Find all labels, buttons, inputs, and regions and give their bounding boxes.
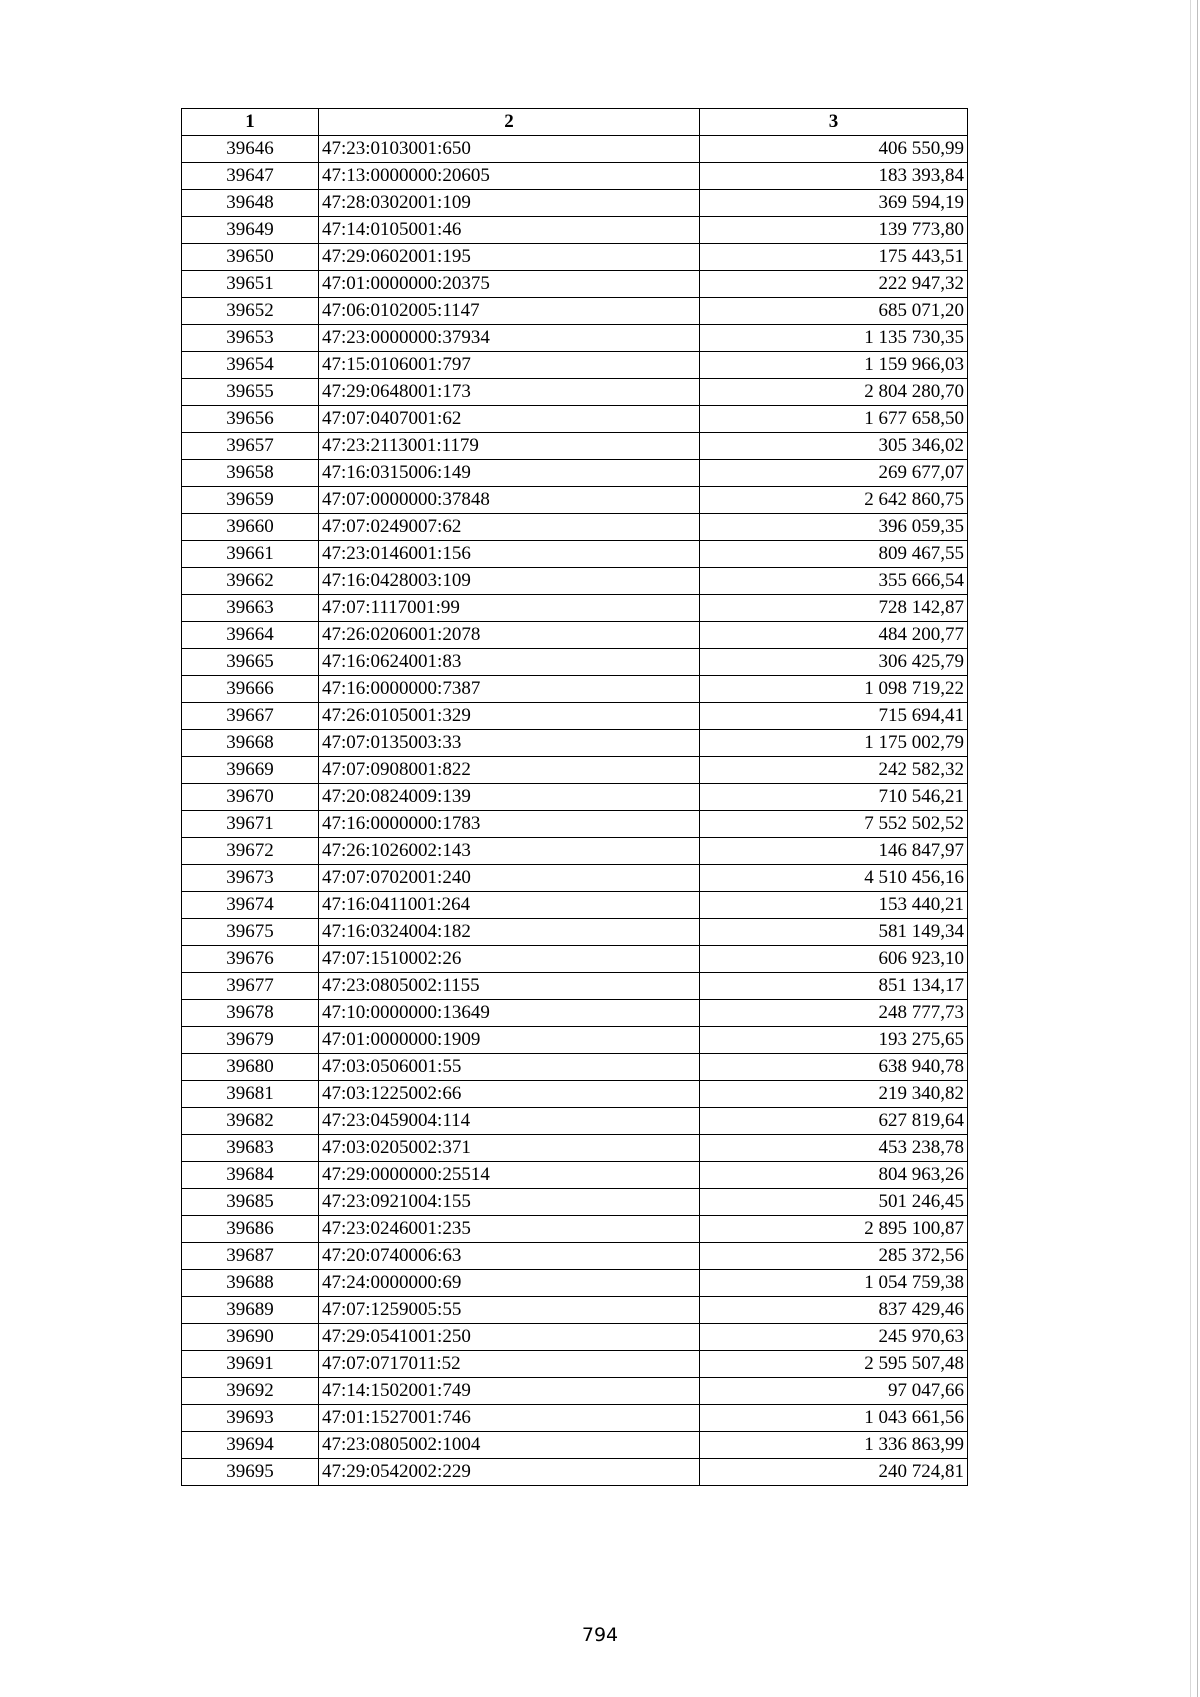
table-row — [182, 460, 968, 487]
row-number-cell: 39680 — [182, 1054, 319, 1081]
value-cell: 1 336 863,99 — [700, 1432, 968, 1459]
row-number-cell: 39671 — [182, 811, 319, 838]
table-row — [182, 919, 968, 946]
cadastral-number-cell: 47:07:0407001:62 — [319, 406, 700, 433]
row-number-cell: 39693 — [182, 1405, 319, 1432]
row-number-cell: 39650 — [182, 244, 319, 271]
table-row — [182, 1108, 968, 1135]
cadastral-number-cell: 47:26:1026002:143 — [319, 838, 700, 865]
cadastral-number-cell: 47:07:1117001:99 — [319, 595, 700, 622]
value-cell: 245 970,63 — [700, 1324, 968, 1351]
row-number-cell: 39685 — [182, 1189, 319, 1216]
row-number-cell: 39656 — [182, 406, 319, 433]
table-row — [182, 433, 968, 460]
cadastral-number-cell: 47:03:1225002:66 — [319, 1081, 700, 1108]
table-row — [182, 1027, 968, 1054]
data-table — [181, 108, 968, 1486]
value-cell: 7 552 502,52 — [700, 811, 968, 838]
cadastral-number-cell: 47:23:0805002:1155 — [319, 973, 700, 1000]
row-number-cell: 39659 — [182, 487, 319, 514]
value-cell: 305 346,02 — [700, 433, 968, 460]
row-number-cell: 39673 — [182, 865, 319, 892]
table-row — [182, 298, 968, 325]
row-number-cell: 39691 — [182, 1351, 319, 1378]
row-number-cell: 39689 — [182, 1297, 319, 1324]
row-number-cell: 39657 — [182, 433, 319, 460]
row-number-cell: 39658 — [182, 460, 319, 487]
row-number-cell: 39665 — [182, 649, 319, 676]
table-row — [182, 1054, 968, 1081]
value-cell: 219 340,82 — [700, 1081, 968, 1108]
value-cell: 4 510 456,16 — [700, 865, 968, 892]
row-number-cell: 39677 — [182, 973, 319, 1000]
row-number-cell: 39690 — [182, 1324, 319, 1351]
cadastral-number-cell: 47:07:1259005:55 — [319, 1297, 700, 1324]
row-number-cell: 39687 — [182, 1243, 319, 1270]
row-number-cell: 39662 — [182, 568, 319, 595]
cadastral-number-cell: 47:10:0000000:13649 — [319, 1000, 700, 1027]
value-cell: 2 642 860,75 — [700, 487, 968, 514]
table-row — [182, 622, 968, 649]
table-row — [182, 784, 968, 811]
cadastral-number-cell: 47:14:0105001:46 — [319, 217, 700, 244]
value-cell: 146 847,97 — [700, 838, 968, 865]
row-number-cell: 39664 — [182, 622, 319, 649]
row-number-cell: 39694 — [182, 1432, 319, 1459]
value-cell: 2 895 100,87 — [700, 1216, 968, 1243]
cadastral-number-cell: 47:28:0302001:109 — [319, 190, 700, 217]
row-number-cell: 39684 — [182, 1162, 319, 1189]
row-number-cell: 39651 — [182, 271, 319, 298]
cadastral-number-cell: 47:23:0246001:235 — [319, 1216, 700, 1243]
table-row — [182, 163, 968, 190]
value-cell: 285 372,56 — [700, 1243, 968, 1270]
table-row — [182, 541, 968, 568]
column-header-3: 3 — [700, 109, 968, 136]
value-cell: 606 923,10 — [700, 946, 968, 973]
value-cell: 851 134,17 — [700, 973, 968, 1000]
table-row — [182, 136, 968, 163]
value-cell: 396 059,35 — [700, 514, 968, 541]
table-body — [182, 136, 968, 1486]
table-row — [182, 1162, 968, 1189]
table-row — [182, 973, 968, 1000]
table-row — [182, 865, 968, 892]
row-number-cell: 39663 — [182, 595, 319, 622]
table-row — [182, 1216, 968, 1243]
value-cell: 837 429,46 — [700, 1297, 968, 1324]
value-cell: 222 947,32 — [700, 271, 968, 298]
table-row — [182, 1405, 968, 1432]
cadastral-number-cell: 47:07:0249007:62 — [319, 514, 700, 541]
row-number-cell: 39669 — [182, 757, 319, 784]
table-row — [182, 487, 968, 514]
table-row — [182, 1351, 968, 1378]
row-number-cell: 39648 — [182, 190, 319, 217]
value-cell: 728 142,87 — [700, 595, 968, 622]
value-cell: 97 047,66 — [700, 1378, 968, 1405]
row-number-cell: 39652 — [182, 298, 319, 325]
row-number-cell: 39681 — [182, 1081, 319, 1108]
row-number-cell: 39649 — [182, 217, 319, 244]
page-number: 794 — [581, 1624, 619, 1646]
cadastral-number-cell: 47:29:0541001:250 — [319, 1324, 700, 1351]
cadastral-number-cell: 47:20:0740006:63 — [319, 1243, 700, 1270]
value-cell: 804 963,26 — [700, 1162, 968, 1189]
cadastral-number-cell: 47:16:0428003:109 — [319, 568, 700, 595]
column-header-1: 1 — [182, 109, 319, 136]
column-header-2: 2 — [319, 109, 700, 136]
table-row — [182, 1297, 968, 1324]
cadastral-number-cell: 47:23:2113001:1179 — [319, 433, 700, 460]
cadastral-number-cell: 47:16:0624001:83 — [319, 649, 700, 676]
value-cell: 139 773,80 — [700, 217, 968, 244]
cadastral-number-cell: 47:24:0000000:69 — [319, 1270, 700, 1297]
table-row — [182, 838, 968, 865]
value-cell: 369 594,19 — [700, 190, 968, 217]
table-row — [182, 1324, 968, 1351]
value-cell: 306 425,79 — [700, 649, 968, 676]
value-cell: 638 940,78 — [700, 1054, 968, 1081]
row-number-cell: 39666 — [182, 676, 319, 703]
row-number-cell: 39670 — [182, 784, 319, 811]
row-number-cell: 39683 — [182, 1135, 319, 1162]
row-number-cell: 39679 — [182, 1027, 319, 1054]
row-number-cell: 39686 — [182, 1216, 319, 1243]
table-row — [182, 703, 968, 730]
value-cell: 685 071,20 — [700, 298, 968, 325]
page-edge-line — [1190, 0, 1191, 1697]
cadastral-number-cell: 47:06:0102005:1147 — [319, 298, 700, 325]
table-row — [182, 1459, 968, 1486]
value-cell: 153 440,21 — [700, 892, 968, 919]
cadastral-number-cell: 47:07:0702001:240 — [319, 865, 700, 892]
value-cell: 242 582,32 — [700, 757, 968, 784]
cadastral-number-cell: 47:23:0459004:114 — [319, 1108, 700, 1135]
table-row — [182, 757, 968, 784]
row-number-cell: 39655 — [182, 379, 319, 406]
cadastral-number-cell: 47:07:0000000:37848 — [319, 487, 700, 514]
table-row — [182, 190, 968, 217]
table-row — [182, 568, 968, 595]
table-row — [182, 325, 968, 352]
value-cell: 809 467,55 — [700, 541, 968, 568]
table-row — [182, 649, 968, 676]
cadastral-number-cell: 47:14:1502001:749 — [319, 1378, 700, 1405]
table-row — [182, 514, 968, 541]
value-cell: 193 275,65 — [700, 1027, 968, 1054]
table-row — [182, 1135, 968, 1162]
cadastral-number-cell: 47:13:0000000:20605 — [319, 163, 700, 190]
value-cell: 1 098 719,22 — [700, 676, 968, 703]
cadastral-number-cell: 47:23:0921004:155 — [319, 1189, 700, 1216]
cadastral-number-cell: 47:26:0206001:2078 — [319, 622, 700, 649]
row-number-cell: 39667 — [182, 703, 319, 730]
table-row — [182, 217, 968, 244]
cadastral-number-cell: 47:01:1527001:746 — [319, 1405, 700, 1432]
cadastral-number-cell: 47:16:0411001:264 — [319, 892, 700, 919]
row-number-cell: 39678 — [182, 1000, 319, 1027]
value-cell: 1 677 658,50 — [700, 406, 968, 433]
cadastral-number-cell: 47:16:0324004:182 — [319, 919, 700, 946]
value-cell: 453 238,78 — [700, 1135, 968, 1162]
cadastral-number-cell: 47:03:0506001:55 — [319, 1054, 700, 1081]
table-row — [182, 271, 968, 298]
value-cell: 501 246,45 — [700, 1189, 968, 1216]
cadastral-number-cell: 47:15:0106001:797 — [319, 352, 700, 379]
value-cell: 627 819,64 — [700, 1108, 968, 1135]
row-number-cell: 39682 — [182, 1108, 319, 1135]
table-row — [182, 1432, 968, 1459]
value-cell: 1 175 002,79 — [700, 730, 968, 757]
table-row — [182, 1189, 968, 1216]
table-row — [182, 406, 968, 433]
table-row — [182, 730, 968, 757]
table-row — [182, 1081, 968, 1108]
value-cell: 183 393,84 — [700, 163, 968, 190]
value-cell: 248 777,73 — [700, 1000, 968, 1027]
table-row — [182, 595, 968, 622]
row-number-cell: 39661 — [182, 541, 319, 568]
table-header-row — [182, 109, 968, 136]
row-number-cell: 39672 — [182, 838, 319, 865]
row-number-cell: 39695 — [182, 1459, 319, 1486]
cadastral-number-cell: 47:23:0146001:156 — [319, 541, 700, 568]
cadastral-number-cell: 47:01:0000000:1909 — [319, 1027, 700, 1054]
cadastral-number-cell: 47:23:0000000:37934 — [319, 325, 700, 352]
cadastral-number-cell: 47:29:0000000:25514 — [319, 1162, 700, 1189]
value-cell: 355 666,54 — [700, 568, 968, 595]
cadastral-number-cell: 47:29:0542002:229 — [319, 1459, 700, 1486]
cadastral-number-cell: 47:07:0135003:33 — [319, 730, 700, 757]
value-cell: 2 595 507,48 — [700, 1351, 968, 1378]
table-row — [182, 379, 968, 406]
value-cell: 1 135 730,35 — [700, 325, 968, 352]
page-edge-line — [1197, 0, 1198, 1697]
table-row — [182, 892, 968, 919]
value-cell: 581 149,34 — [700, 919, 968, 946]
table-row — [182, 676, 968, 703]
cadastral-number-cell: 47:20:0824009:139 — [319, 784, 700, 811]
row-number-cell: 39692 — [182, 1378, 319, 1405]
row-number-cell: 39646 — [182, 136, 319, 163]
table-row — [182, 352, 968, 379]
value-cell: 1 159 966,03 — [700, 352, 968, 379]
value-cell: 484 200,77 — [700, 622, 968, 649]
cadastral-number-cell: 47:16:0315006:149 — [319, 460, 700, 487]
cadastral-number-cell: 47:29:0648001:173 — [319, 379, 700, 406]
value-cell: 2 804 280,70 — [700, 379, 968, 406]
row-number-cell: 39653 — [182, 325, 319, 352]
value-cell: 715 694,41 — [700, 703, 968, 730]
table-row — [182, 811, 968, 838]
cadastral-number-cell: 47:29:0602001:195 — [319, 244, 700, 271]
value-cell: 175 443,51 — [700, 244, 968, 271]
row-number-cell: 39676 — [182, 946, 319, 973]
cadastral-number-cell: 47:16:0000000:7387 — [319, 676, 700, 703]
cadastral-number-cell: 47:16:0000000:1783 — [319, 811, 700, 838]
cadastral-number-cell: 47:03:0205002:371 — [319, 1135, 700, 1162]
cadastral-number-cell: 47:23:0103001:650 — [319, 136, 700, 163]
cadastral-number-cell: 47:01:0000000:20375 — [319, 271, 700, 298]
value-cell: 1 043 661,56 — [700, 1405, 968, 1432]
table-row — [182, 244, 968, 271]
cadastral-number-cell: 47:07:0908001:822 — [319, 757, 700, 784]
cadastral-number-cell: 47:26:0105001:329 — [319, 703, 700, 730]
table-row — [182, 1378, 968, 1405]
value-cell: 710 546,21 — [700, 784, 968, 811]
row-number-cell: 39674 — [182, 892, 319, 919]
table-row — [182, 1243, 968, 1270]
row-number-cell: 39688 — [182, 1270, 319, 1297]
table-row — [182, 1000, 968, 1027]
row-number-cell: 39654 — [182, 352, 319, 379]
cadastral-number-cell: 47:23:0805002:1004 — [319, 1432, 700, 1459]
row-number-cell: 39675 — [182, 919, 319, 946]
value-cell: 1 054 759,38 — [700, 1270, 968, 1297]
table-row — [182, 946, 968, 973]
cadastral-number-cell: 47:07:0717011:52 — [319, 1351, 700, 1378]
row-number-cell: 39660 — [182, 514, 319, 541]
table-row — [182, 1270, 968, 1297]
cadastral-number-cell: 47:07:1510002:26 — [319, 946, 700, 973]
value-cell: 269 677,07 — [700, 460, 968, 487]
row-number-cell: 39668 — [182, 730, 319, 757]
row-number-cell: 39647 — [182, 163, 319, 190]
value-cell: 240 724,81 — [700, 1459, 968, 1486]
value-cell: 406 550,99 — [700, 136, 968, 163]
